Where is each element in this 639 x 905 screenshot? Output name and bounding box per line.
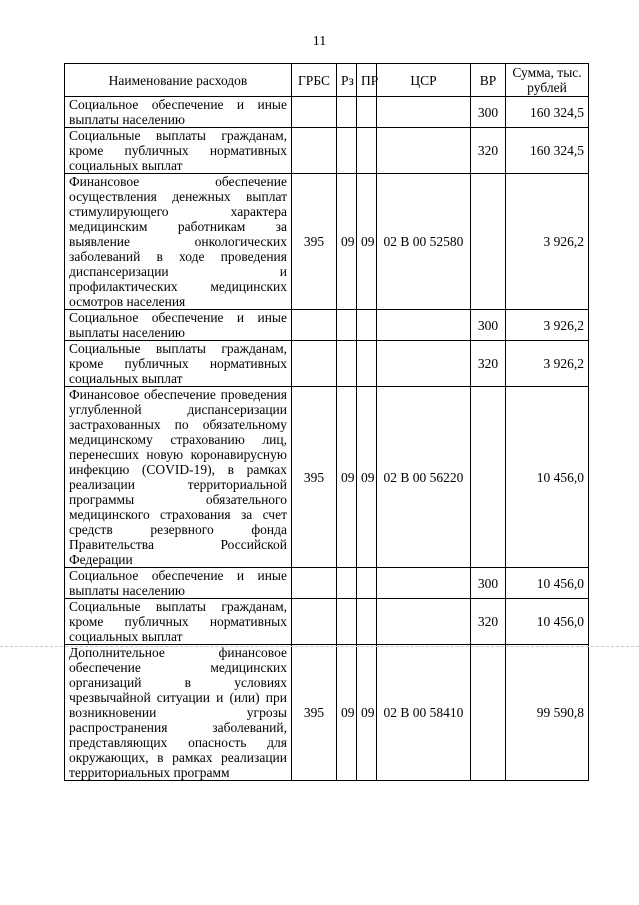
cell-vr <box>471 387 506 568</box>
cell-sum: 160 324,5 <box>506 128 589 174</box>
cell-rz <box>337 341 357 387</box>
cell-grbs <box>292 568 337 599</box>
cell-rz <box>337 128 357 174</box>
cell-csr <box>377 568 471 599</box>
table-header-row <box>65 64 589 97</box>
cell-name: Финансовое обеспечение осуществления денежных выплат стимулирующего характера медицинским работникам за выявление онкологических заболеваний в ходе проведения диспансеризации и профилактических медицинских осмотров населения <box>65 174 292 310</box>
cell-vr: 300 <box>471 310 506 341</box>
cell-rz <box>337 310 357 341</box>
cell-pr <box>357 599 377 645</box>
cell-sum: 3 926,2 <box>506 310 589 341</box>
cell-vr: 300 <box>471 568 506 599</box>
table-row <box>65 645 589 781</box>
cell-sum: 10 456,0 <box>506 387 589 568</box>
cell-pr <box>357 128 377 174</box>
header-pr: ПР <box>357 64 377 97</box>
cell-csr: 02 В 00 58410 <box>377 645 471 781</box>
page-number: 11 <box>312 34 327 49</box>
table-row <box>65 599 589 645</box>
cell-name: Дополнительное финансовое обеспечение медицинских организаций в условиях чрезвычайной ситуации и (или) при возникновении угрозы распространения заболеваний, представляющих опасность для окружающих, в рамках реализации территориальных программ <box>65 645 292 781</box>
header-name: Наименование расходов <box>65 64 292 97</box>
table-row <box>65 310 589 341</box>
cell-vr <box>471 174 506 310</box>
cell-pr <box>357 97 377 128</box>
cell-name: Финансовое обеспечение проведения углубленной диспансеризации застрахованных по обязательному медицинскому страхованию лиц, перенесших новую коронавирусную инфекцию (COVID-19), в рамках реализации территориальной программы обязательного медицинского страхования за счет средств резервного фонда Правительства Российской Федерации <box>65 387 292 568</box>
cell-grbs: 395 <box>292 645 337 781</box>
cell-csr <box>377 341 471 387</box>
table-row <box>65 387 589 568</box>
cell-sum: 3 926,2 <box>506 341 589 387</box>
cell-rz <box>337 568 357 599</box>
table-row <box>65 341 589 387</box>
cell-name: Социальные выплаты гражданам, кроме публичных нормативных социальных выплат <box>65 128 292 174</box>
cell-vr: 320 <box>471 341 506 387</box>
cell-pr <box>357 568 377 599</box>
cell-name: Социальное обеспечение и иные выплаты населению <box>65 568 292 599</box>
cell-pr: 09 <box>357 387 377 568</box>
cell-vr: 320 <box>471 599 506 645</box>
cell-pr: 09 <box>357 174 377 310</box>
cell-csr <box>377 97 471 128</box>
cell-sum: 10 456,0 <box>506 599 589 645</box>
cell-grbs <box>292 97 337 128</box>
cell-name: Социальные выплаты гражданам, кроме публичных нормативных социальных выплат <box>65 599 292 645</box>
cell-grbs <box>292 128 337 174</box>
cell-grbs: 395 <box>292 174 337 310</box>
table-row <box>65 128 589 174</box>
table-row <box>65 174 589 310</box>
cell-csr <box>377 599 471 645</box>
budget-table <box>64 63 589 781</box>
cell-sum: 99 590,8 <box>506 645 589 781</box>
cell-csr <box>377 128 471 174</box>
cell-sum: 160 324,5 <box>506 97 589 128</box>
cell-vr: 300 <box>471 97 506 128</box>
scan-fold-line <box>0 646 639 647</box>
cell-pr: 09 <box>357 645 377 781</box>
header-sum: Сумма, тыс. рублей <box>506 64 589 97</box>
cell-sum: 10 456,0 <box>506 568 589 599</box>
header-grbs: ГРБС <box>292 64 337 97</box>
cell-name: Социальное обеспечение и иные выплаты населению <box>65 310 292 341</box>
cell-rz: 09 <box>337 174 357 310</box>
cell-grbs <box>292 599 337 645</box>
header-csr: ЦСР <box>377 64 471 97</box>
cell-grbs: 395 <box>292 387 337 568</box>
cell-vr: 320 <box>471 128 506 174</box>
header-rz: Рз <box>337 64 357 97</box>
cell-grbs <box>292 310 337 341</box>
cell-name: Социальное обеспечение и иные выплаты населению <box>65 97 292 128</box>
cell-vr <box>471 645 506 781</box>
cell-sum: 3 926,2 <box>506 174 589 310</box>
cell-csr: 02 В 00 52580 <box>377 174 471 310</box>
cell-rz: 09 <box>337 387 357 568</box>
header-vr: ВР <box>471 64 506 97</box>
cell-rz: 09 <box>337 645 357 781</box>
cell-pr <box>357 341 377 387</box>
cell-csr: 02 В 00 56220 <box>377 387 471 568</box>
cell-pr <box>357 310 377 341</box>
cell-name: Социальные выплаты гражданам, кроме публичных нормативных социальных выплат <box>65 341 292 387</box>
cell-grbs <box>292 341 337 387</box>
cell-rz <box>337 599 357 645</box>
table-row <box>65 568 589 599</box>
table-row <box>65 97 589 128</box>
cell-rz <box>337 97 357 128</box>
cell-csr <box>377 310 471 341</box>
